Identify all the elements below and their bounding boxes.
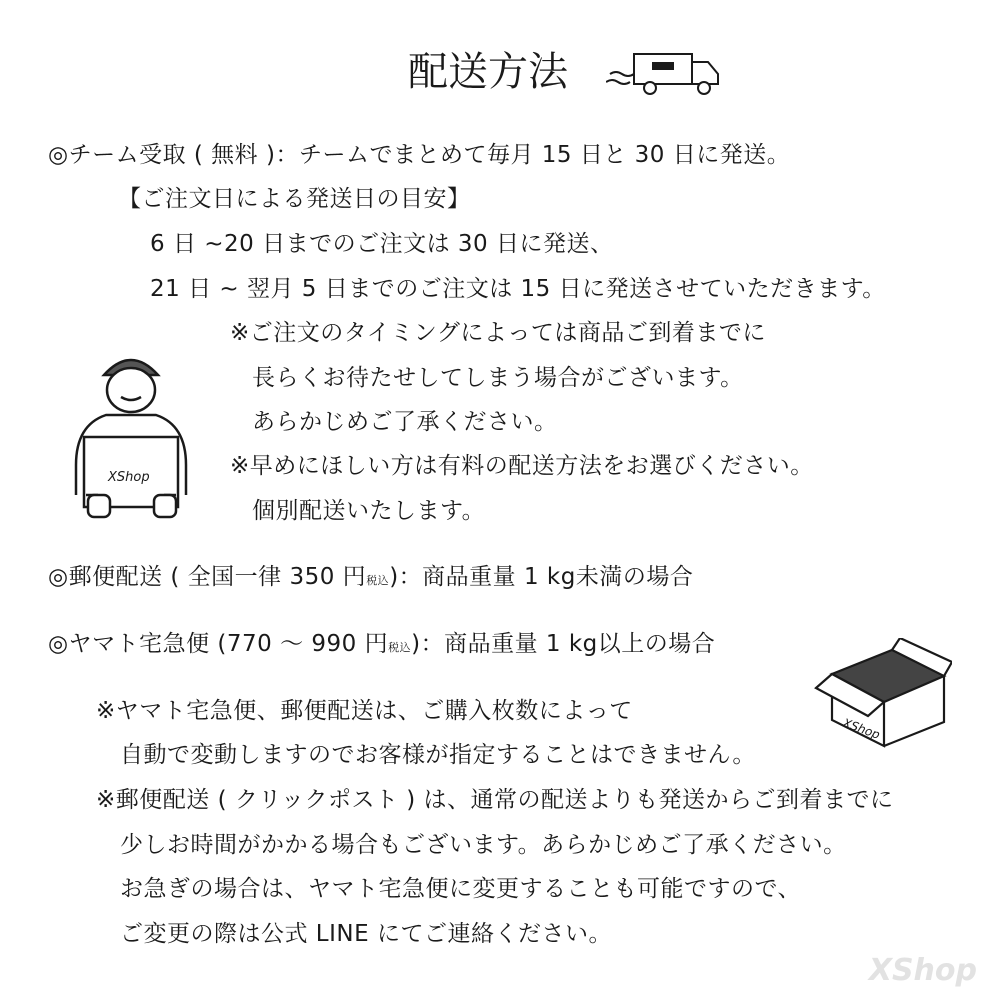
- truck-icon: [606, 48, 726, 98]
- team-note-5: 個別配送いたします。: [252, 498, 486, 524]
- shipping-note-1: ※ヤマト宅急便、郵便配送は、ご購入枚数によって: [96, 698, 633, 724]
- team-receive-line: ◎チーム受取 ( 無料 )：チームでまとめて毎月 15 日と 30 日に発送。: [48, 142, 791, 168]
- shipping-note-4: 少しお時間がかかる場合もございます。あらかじめご了承ください。: [120, 832, 847, 858]
- shipping-note-5: お急ぎの場合は、ヤマト宅急便に変更することも可能ですので、: [120, 876, 802, 902]
- team-note-4: ※早めにほしい方は有料の配送方法をお選びください。: [230, 453, 814, 479]
- box-logo-text: XShop: [108, 470, 150, 485]
- team-note-3: あらかじめご了承ください。: [252, 409, 558, 435]
- page-title: 配送方法: [408, 49, 568, 95]
- post-delivery-line: [48, 566, 693, 589]
- shipping-guide-heading: 【ご注文日による発送日の目安】: [118, 186, 471, 212]
- yamato-delivery-line: [48, 633, 715, 656]
- shipping-note-3: ※郵便配送 ( クリックポスト ) は、通常の配送よりも発送からご到着までに: [96, 787, 894, 813]
- yamato-delivery-prefix: ◎ヤマト宅急便 (770 ～ 990 円: [48, 631, 389, 657]
- shipping-range-2: 21 日 ~ 翌月 5 日までのご注文は 15 日に発送させていただきます。: [150, 276, 886, 302]
- post-delivery-prefix: ◎郵便配送 ( 全国一律 350 円: [48, 564, 367, 590]
- team-note-2: 長らくお待たせしてしまう場合がございます。: [252, 365, 744, 391]
- box-icon: [812, 638, 952, 758]
- team-note-1: ※ご注文のタイミングによっては商品ご到着までに: [230, 320, 766, 346]
- post-delivery-suffix: )：商品重量 1 kg未満の場合: [389, 564, 694, 590]
- box-logo-text-2: XShop: [840, 715, 882, 742]
- shipping-range-1: 6 日 ~20 日までのご注文は 30 日に発送、: [150, 231, 614, 257]
- post-tax-label: 税込: [366, 574, 390, 587]
- shop-logo-watermark: XShop: [868, 953, 977, 988]
- delivery-person-icon: [66, 345, 196, 525]
- shipping-note-6: ご変更の際は公式 LINE にてご連絡ください。: [120, 921, 612, 947]
- yamato-tax-label: 税込: [388, 641, 412, 654]
- yamato-delivery-suffix: )：商品重量 1 kg以上の場合: [411, 631, 716, 657]
- shipping-note-2: 自動で変動しますのでお客様が指定することはできません。: [120, 742, 756, 768]
